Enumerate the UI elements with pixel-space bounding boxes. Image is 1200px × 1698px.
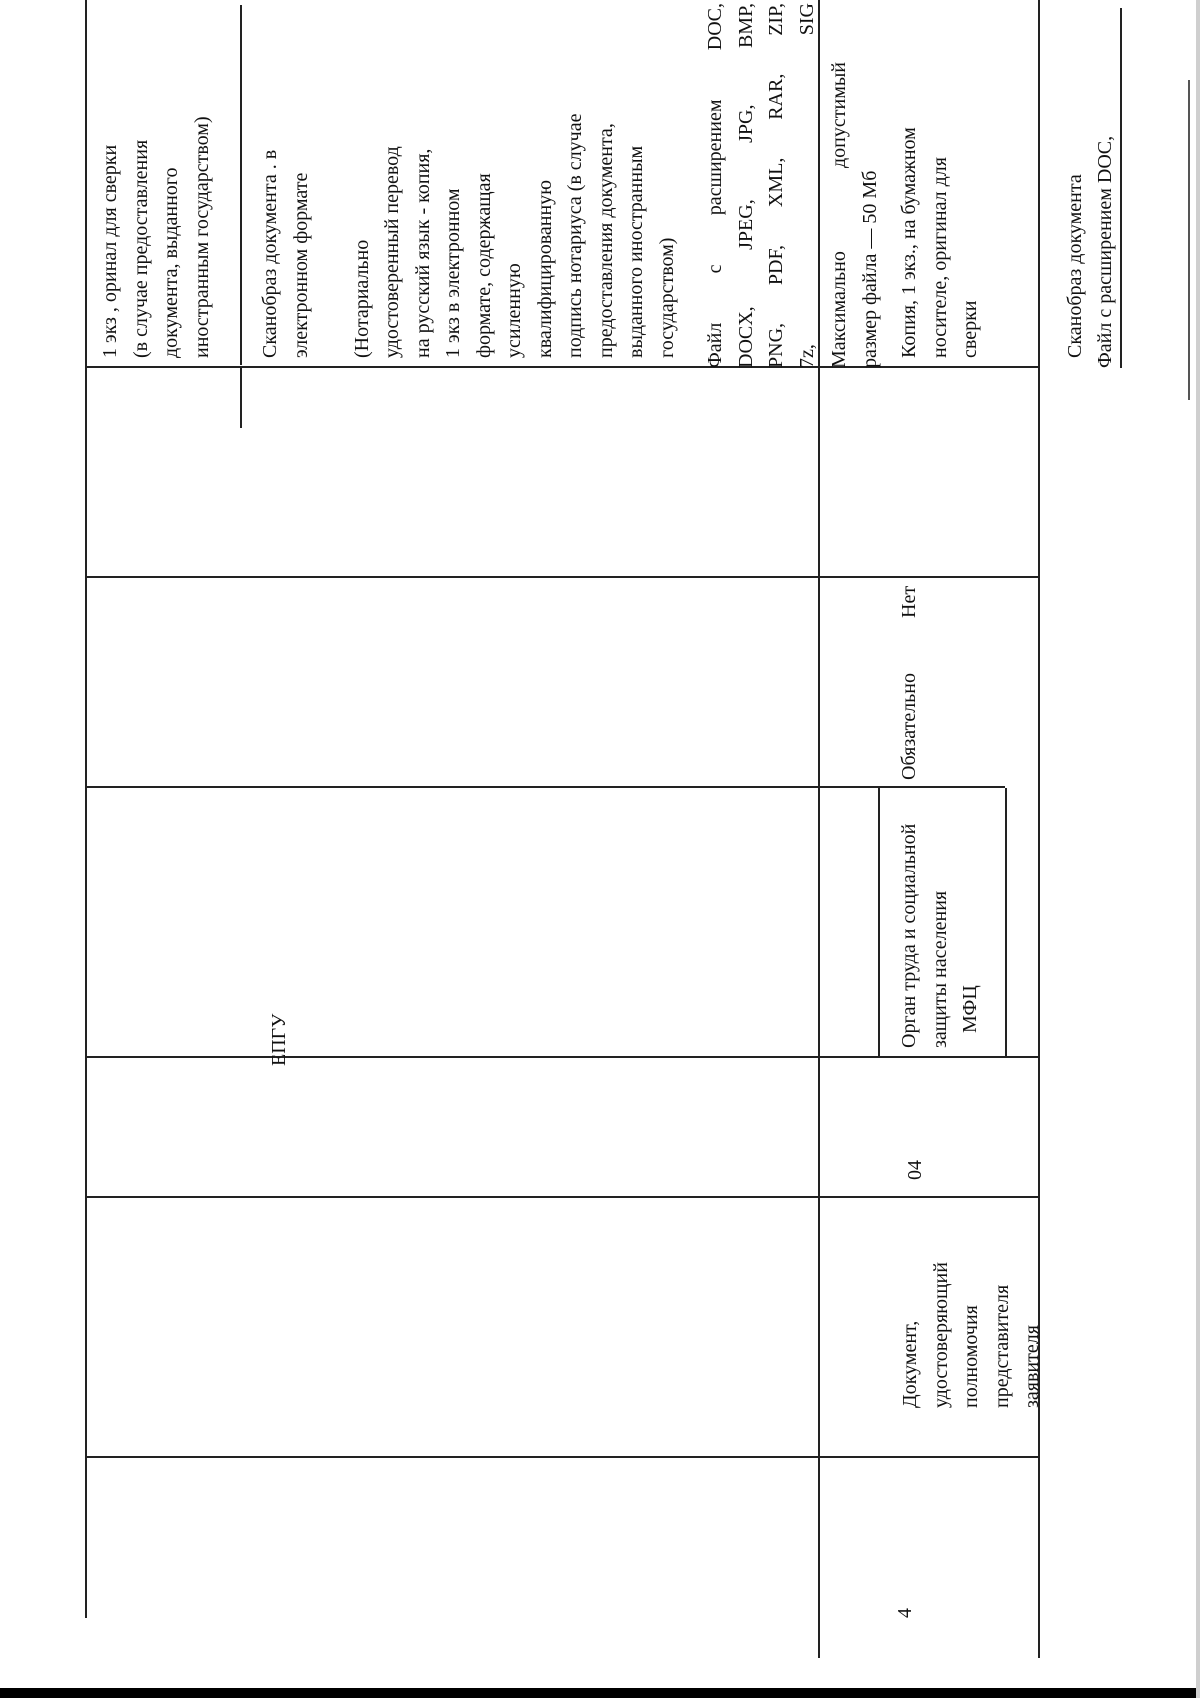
channel-epgu: ЕПГУ	[268, 1013, 290, 1066]
channel-mid-rule	[878, 788, 880, 1058]
row-number: 4	[894, 1608, 916, 1618]
col-line-a	[85, 1457, 1040, 1459]
table-top-rule	[85, 0, 87, 1618]
scan-right-edge	[1196, 0, 1200, 1698]
original-note: 1 экз , оринал для сверки (в случае предоставления документа, выданного иностранным государством)	[99, 116, 213, 358]
max-size-word-b: допустимый	[828, 62, 850, 168]
inner-rule-1	[240, 5, 242, 365]
col-line-d	[85, 787, 1005, 789]
channel-mfc: МФЦ	[959, 985, 981, 1033]
channel-organ: Орган труда и социальной защиты населения	[898, 823, 951, 1048]
scan-block: Сканобраз документа . в электронном формате (Нотариально удостоверенный перевод на русский язык - копия, 1 экз в электронном формате, содержащая усиленную квалифицированную подпись нотариуса (в случае предоставления документа, выданного иностранным государством)	[259, 113, 678, 358]
document-name: Документ, удостоверяющий полномочия представителя заявителя	[899, 1262, 1043, 1408]
copy-note: Копия, 1 экз., на бумажном носителе, оригинал для сверки	[898, 127, 981, 358]
col-line-b	[85, 1197, 1040, 1199]
file-formats: Файл с расширением DOC, DOCX, JPEG, JPG, BMP, PNG, PDF, XML, RAR, ZIP, 7z, SIG	[704, 3, 818, 368]
scan-document: Сканобраз документа	[1064, 174, 1086, 358]
col-line-f	[85, 367, 1040, 369]
col-line-e	[85, 577, 1040, 579]
col-line-c	[85, 1057, 1040, 1059]
table-bottom-rule	[1038, 0, 1040, 1658]
interagency-flag: Нет	[898, 585, 920, 618]
scan-bottom-edge	[0, 1688, 1200, 1698]
scan-edge-mark	[1188, 80, 1190, 400]
max-size-word-a: Максимально	[828, 251, 850, 368]
inner-rule-2	[240, 368, 242, 428]
requirement: Обязательно	[898, 672, 920, 780]
max-size-line: размер файла — 50 Мб	[859, 170, 881, 368]
file-formats-continued: Файл с расширением DOC,	[1094, 135, 1116, 368]
channel-box-bottom	[1005, 788, 1007, 1058]
document-code: 04	[904, 1160, 926, 1180]
